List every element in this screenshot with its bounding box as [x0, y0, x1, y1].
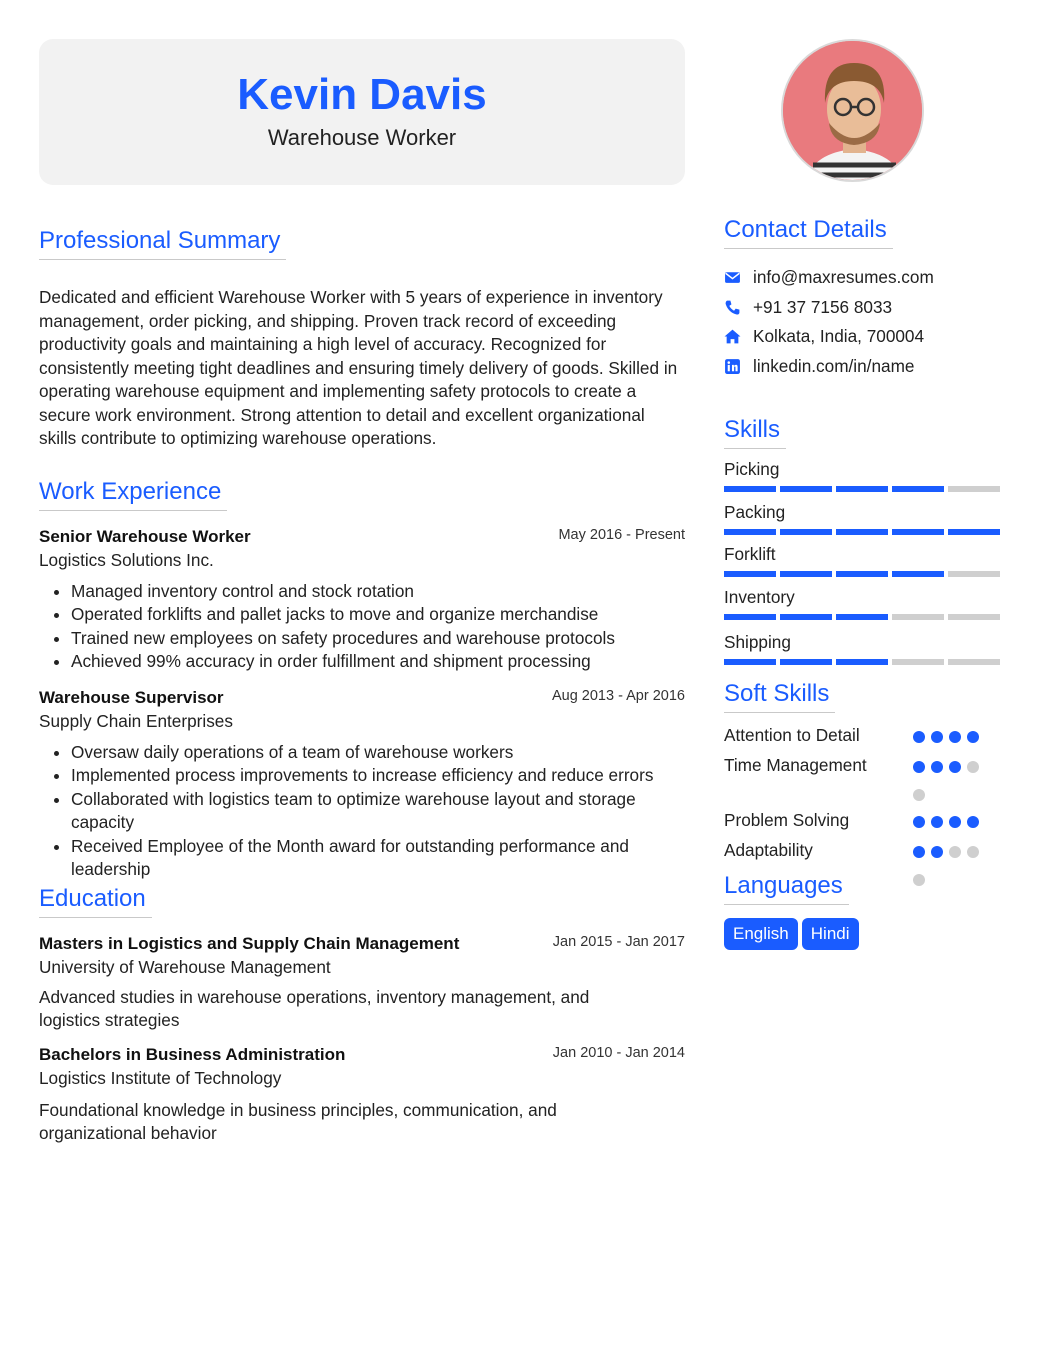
skills-list [724, 459, 1000, 674]
skill-item [724, 502, 1000, 545]
soft-skills-section [724, 680, 1000, 870]
contact-email[interactable] [724, 263, 1000, 293]
language-pill: Hindi [802, 918, 859, 950]
contact-linkedin[interactable] [724, 352, 1000, 382]
rating-dot [931, 731, 943, 743]
skill-level-segment [948, 571, 1000, 577]
skill-level-segment [892, 486, 944, 492]
skill-item [724, 632, 1000, 675]
envelope-icon [724, 269, 741, 286]
school-name: Logistics Institute of Technology [39, 1067, 282, 1088]
header-card [39, 39, 685, 185]
education-entry [39, 934, 685, 1033]
job-dates: May 2016 - Present [558, 526, 685, 543]
job-bullet: • Achieved 99% accuracy in order fulfillment and shipment processing [71, 650, 685, 674]
education-dates: Jan 2015 - Jan 2017 [552, 933, 685, 950]
education-header [39, 934, 685, 954]
languages-list [724, 918, 1000, 950]
rating-dot [949, 731, 961, 743]
rating-dot [967, 761, 979, 773]
school-name: University of Warehouse Management [39, 956, 331, 977]
soft-skill-label: Time Management [724, 755, 867, 775]
skill-level-segment [836, 614, 888, 620]
skill-label: Shipping [724, 631, 791, 652]
job-entry [39, 688, 685, 882]
avatar-illustration [783, 41, 924, 182]
skill-item [724, 587, 1000, 632]
rating-dot [949, 816, 961, 828]
education-header [39, 1045, 685, 1065]
skill-level-segment [724, 571, 776, 577]
skill-item [724, 544, 1000, 587]
soft-skill-label: Problem Solving [724, 810, 850, 830]
candidate-role: Warehouse Worker [267, 125, 457, 150]
home-icon [724, 328, 741, 345]
job-bullets [39, 741, 685, 882]
phone-icon [724, 299, 741, 316]
job-bullet: • Received Employee of the Month award for outstanding performance and leadership [71, 835, 685, 882]
rating-dot [949, 761, 961, 773]
job-bullet: • Managed inventory control and stock rotation [71, 580, 685, 604]
skill-level-segment [836, 571, 888, 577]
rating-dot [931, 846, 943, 858]
education-desc: Advanced studies in warehouse operations, inventory management, and logistics strategies [39, 986, 590, 1030]
job-dates: Aug 2013 - Apr 2016 [551, 687, 685, 704]
experience-title: Work Experience [39, 478, 227, 511]
summary-title: Professional Summary [39, 227, 286, 260]
skill-level-bar [724, 659, 1000, 665]
skill-level-segment [948, 659, 1000, 665]
skill-label: Packing [724, 501, 786, 522]
job-bullet: • Implemented process improvements to increase efficiency and reduce errors [71, 764, 685, 788]
linkedin-icon [724, 358, 741, 375]
summary-text: Dedicated and efficient Warehouse Worker with 5 years of experience in inventory management, order picking, and shipping. Proven track record of exceeding productivity goals and maintaining a high level of accuracy. Recognized for consistently meeting tight deadlines and ensuring timely delivery of goods. Skilled in operating warehouse equipment and implementing safety protocols to create a secure work environment. Strong attention to detail and excellent organizational skills contribute to optimizing warehouse operations. [39, 287, 678, 448]
soft-skills-title: Soft Skills [724, 680, 835, 713]
rating-dot [967, 816, 979, 828]
job-header [39, 527, 685, 547]
language-pill: English [724, 918, 798, 950]
job-company: Logistics Solutions Inc. [39, 549, 214, 570]
skill-level-segment [724, 659, 776, 665]
languages-title: Languages [724, 872, 849, 905]
contact-phone[interactable] [724, 293, 1000, 323]
rating-dot [949, 846, 961, 858]
rating-dot [967, 846, 979, 858]
profile-photo [781, 39, 924, 182]
skills-section [724, 416, 1000, 674]
degree-title: Masters in Logistics and Supply Chain Management [39, 933, 460, 953]
languages-section [724, 872, 1000, 950]
soft-skill-label: Adaptability [724, 840, 813, 860]
education-desc: Foundational knowledge in business principles, communication, and organizational behavior [39, 1099, 557, 1143]
skill-level-bar [724, 614, 1000, 620]
job-bullet: • Operated forklifts and pallet jacks to move and organize merchandise [71, 603, 685, 627]
skill-level-segment [836, 659, 888, 665]
job-title: Senior Warehouse Worker [39, 526, 251, 546]
job-company: Supply Chain Enterprises [39, 710, 233, 731]
job-bullets [39, 580, 685, 674]
phone-text: +91 37 7156 8033 [753, 296, 893, 317]
skill-level-segment [724, 614, 776, 620]
skill-level-segment [948, 486, 1000, 492]
education-title: Education [39, 885, 152, 918]
skill-level-segment [948, 529, 1000, 535]
job-title: Warehouse Supervisor [39, 687, 224, 707]
skill-label: Inventory [724, 586, 795, 607]
skill-label: Forklift [724, 544, 776, 564]
skill-item [724, 459, 1000, 502]
candidate-name: Kevin Davis [237, 70, 487, 119]
contact-address [724, 322, 1000, 352]
skill-level-segment [780, 659, 832, 665]
skill-label: Picking [724, 459, 780, 479]
soft-skill-item [724, 840, 1000, 870]
address-text: Kolkata, India, 700004 [753, 326, 925, 347]
linkedin-text: linkedin.com/in/name [753, 355, 915, 376]
skills-title: Skills [724, 416, 786, 449]
skill-level-segment [836, 486, 888, 492]
rating-dot [913, 846, 925, 858]
education-entry [39, 1045, 685, 1146]
skill-level-segment [948, 614, 1000, 620]
job-bullet: • Collaborated with logistics team to optimize warehouse layout and storage capacity [71, 788, 685, 835]
skill-level-segment [892, 529, 944, 535]
soft-skill-rating [913, 761, 993, 817]
skill-level-bar [724, 486, 1000, 492]
education-section [39, 885, 685, 1146]
rating-dot [913, 789, 925, 801]
soft-skill-item [724, 755, 1000, 810]
skill-level-segment [836, 529, 888, 535]
soft-skills-list [724, 725, 1000, 870]
skill-level-bar [724, 529, 1000, 535]
job-bullet: • Trained new employees on safety procedures and warehouse protocols [71, 627, 685, 651]
contact-title: Contact Details [724, 216, 893, 249]
degree-title: Bachelors in Business Administration [39, 1044, 346, 1064]
skill-level-bar [724, 571, 1000, 577]
rating-dot [931, 761, 943, 773]
skill-level-segment [724, 529, 776, 535]
skill-level-segment [780, 571, 832, 577]
rating-dot [913, 816, 925, 828]
soft-skill-label: Attention to Detail [724, 725, 860, 745]
job-bullet: • Oversaw daily operations of a team of warehouse workers [71, 741, 685, 765]
education-dates: Jan 2010 - Jan 2014 [552, 1044, 685, 1061]
skill-level-segment [780, 486, 832, 492]
rating-dot [931, 816, 943, 828]
skill-level-segment [892, 659, 944, 665]
experience-section [39, 478, 685, 882]
rating-dot [967, 731, 979, 743]
rating-dot [913, 761, 925, 773]
skill-level-segment [892, 571, 944, 577]
skill-level-segment [724, 486, 776, 492]
soft-skill-item [724, 725, 1000, 755]
rating-dot [913, 731, 925, 743]
job-entry [39, 527, 685, 674]
skill-level-segment [780, 529, 832, 535]
contact-section [724, 216, 1000, 381]
soft-skill-item [724, 810, 1000, 840]
skill-level-segment [892, 614, 944, 620]
skill-level-segment [780, 614, 832, 620]
email-text: info@maxresumes.com [753, 267, 934, 288]
main-column [39, 39, 685, 1146]
job-header [39, 688, 685, 708]
summary-section [39, 227, 685, 451]
